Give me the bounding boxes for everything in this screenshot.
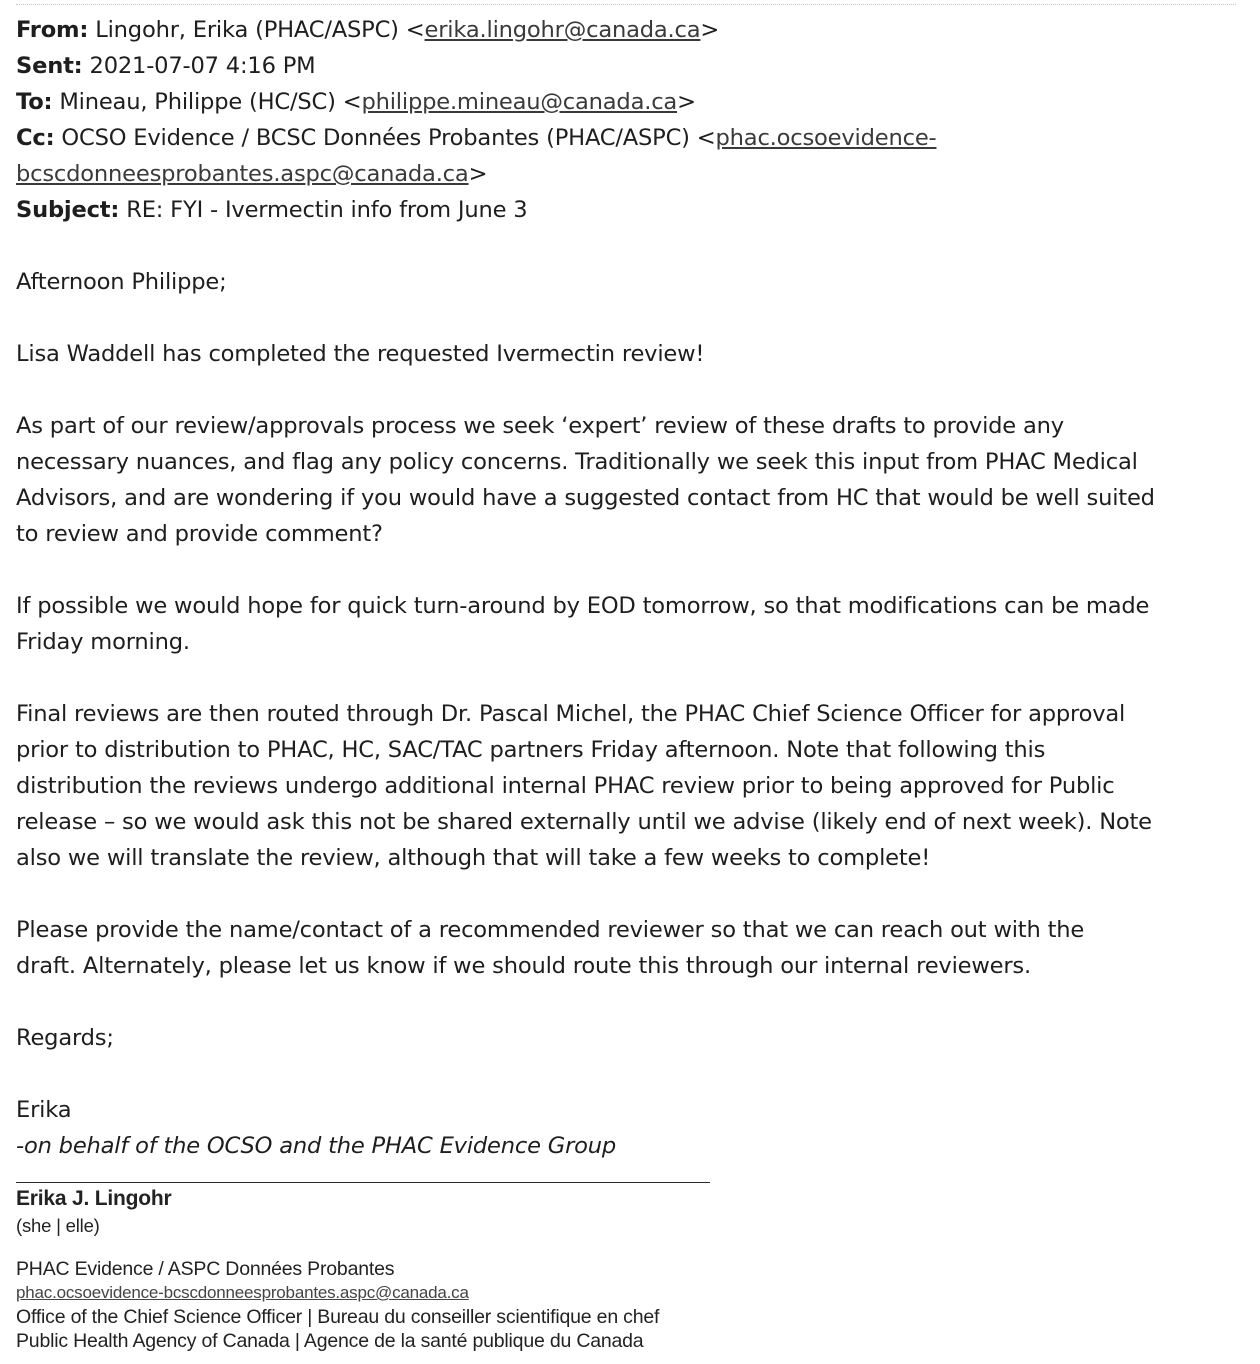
greeting: Afternoon Philippe;: [16, 269, 227, 295]
subject-line: [16, 192, 1248, 228]
cc-email-link-part2[interactable]: bcscdonneesprobantes.aspc@canada.ca: [16, 161, 469, 187]
signature-block: [16, 1185, 1248, 1353]
to-name: Mineau, Philippe (HC/SC): [59, 89, 336, 115]
cc-email-link-part1[interactable]: phac.ocsoevidence-: [715, 125, 937, 151]
paragraph-turnaround: [16, 588, 1248, 660]
cc-line-continued: bcscdonneesprobantes.aspc@canada.ca>: [16, 161, 488, 187]
paragraph-review-complete: Lisa Waddell has completed the requested Ivermectin review!: [16, 341, 705, 367]
paragraph-line: As part of our review/approvals process we seek ‘expert’ review of these drafts to provide any: [16, 413, 1064, 439]
signature-pronouns: (she | elle): [16, 1215, 100, 1236]
paragraph-line: release – so we would ask this not be shared externally until we advise (likely end of next week). Note: [16, 809, 1152, 835]
from-email-link[interactable]: erika.lingohr@canada.ca: [424, 17, 701, 43]
on-behalf-line: -on behalf of the OCSO and the PHAC Evidence Group: [16, 1133, 617, 1159]
paragraph-expert-review: [16, 408, 1248, 552]
paragraph-line: Advisors, and are wondering if you would have a suggested contact from HC that would be well suited: [16, 485, 1155, 511]
subject-label: Subject:: [16, 197, 120, 223]
paragraph-line: to review and provide comment?: [16, 521, 383, 547]
closing: Regards;: [16, 1025, 114, 1051]
signature-agency: Public Health Agency of Canada | Agence de la santé publique du Canada: [16, 1330, 644, 1352]
cc-label: Cc:: [16, 125, 55, 151]
from-line: From: Lingohr, Erika (PHAC/ASPC) <erika.lingohr@canada.ca>: [16, 17, 720, 43]
sent-line: [16, 48, 1248, 84]
paragraph-line: Friday morning.: [16, 629, 190, 655]
email-message: [16, 12, 1248, 1353]
signature-divider: [16, 1182, 710, 1183]
paragraph-line: If possible we would hope for quick turn-around by EOD tomorrow, so that modifications can be made: [16, 593, 1150, 619]
paragraph-reviewer-request: [16, 912, 1248, 984]
paragraph-line: draft. Alternately, please let us know if we should route this through our internal reviewers.: [16, 953, 1031, 979]
to-email-link[interactable]: philippe.mineau@canada.ca: [361, 89, 678, 115]
sender-first-name: Erika: [16, 1097, 72, 1123]
to-label: To:: [16, 89, 53, 115]
paragraph-line: distribution the reviews undergo additional internal PHAC review prior to being approved for Public: [16, 773, 1115, 799]
signature-name: Erika J. Lingohr: [16, 1187, 172, 1210]
top-divider: [16, 4, 1236, 5]
paragraph-final-reviews: [16, 696, 1248, 876]
subject-value: RE: FYI - Ivermectin info from June 3: [126, 197, 528, 223]
signature-group: PHAC Evidence / ASPC Données Probantes: [16, 1258, 395, 1280]
paragraph-line: Final reviews are then routed through Dr. Pascal Michel, the PHAC Chief Science Officer for approval: [16, 701, 1126, 727]
cc-line: Cc: OCSO Evidence / BCSC Données Probantes (PHAC/ASPC) <phac.ocsoevidence-: [16, 125, 937, 151]
sent-value: 2021-07-07 4:16 PM: [89, 53, 316, 79]
paragraph-line: also we will translate the review, although that will take a few weeks to complete!: [16, 845, 931, 871]
to-line: To: Mineau, Philippe (HC/SC) <philippe.mineau@canada.ca>: [16, 89, 696, 115]
paragraph-line: necessary nuances, and flag any policy concerns. Traditionally we seek this input from PHAC Medical: [16, 449, 1138, 475]
from-label: From:: [16, 17, 89, 43]
paragraph-line: prior to distribution to PHAC, HC, SAC/TAC partners Friday afternoon. Note that following this: [16, 737, 1046, 763]
sent-label: Sent:: [16, 53, 83, 79]
from-name: Lingohr, Erika (PHAC/ASPC): [95, 17, 399, 43]
signature-office: Office of the Chief Science Officer | Bureau du conseiller scientifique en chef: [16, 1306, 660, 1328]
cc-name: OCSO Evidence / BCSC Données Probantes (PHAC/ASPC): [61, 125, 690, 151]
signature-email-link[interactable]: phac.ocsoevidence-bcscdonneesprobantes.aspc@canada.ca: [16, 1283, 469, 1302]
paragraph-line: Please provide the name/contact of a recommended reviewer so that we can reach out with the: [16, 917, 1085, 943]
